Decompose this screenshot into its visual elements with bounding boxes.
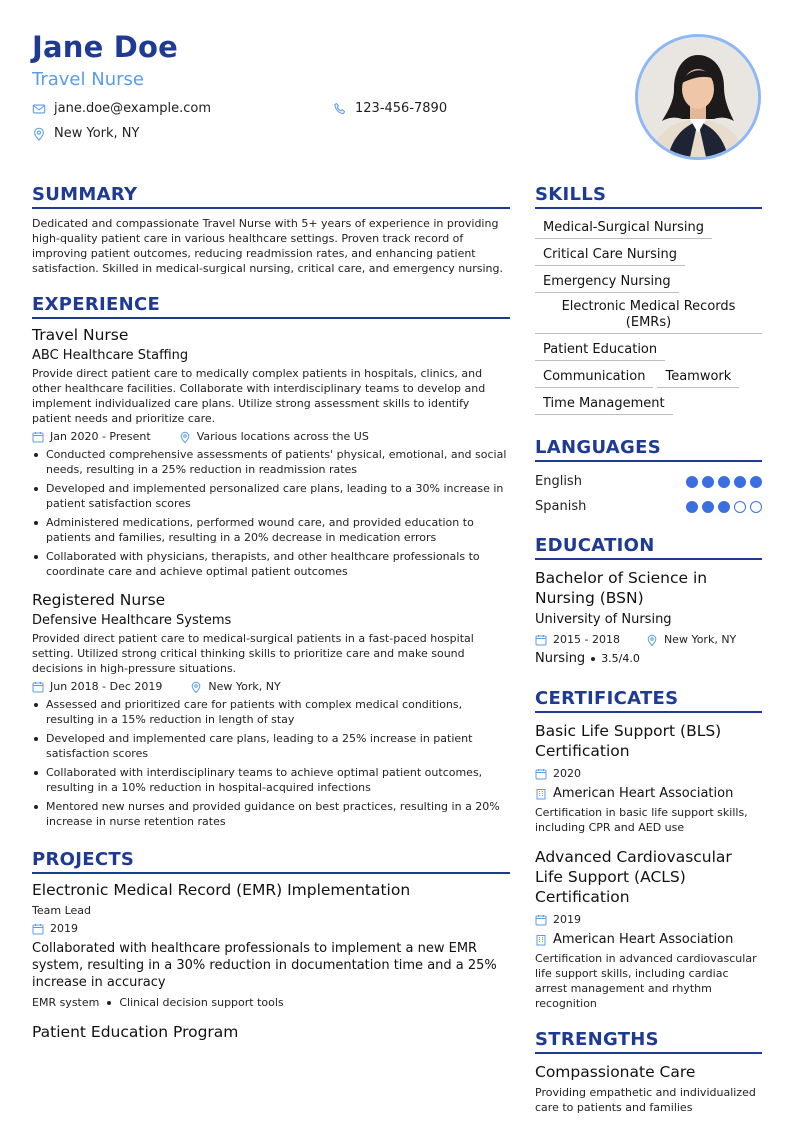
language-row — [535, 469, 762, 494]
project-tag: Clinical decision support tools — [119, 996, 284, 1009]
proficiency-dots — [686, 501, 762, 513]
certificate-year: 2019 — [553, 913, 581, 926]
skill-tag: Teamwork — [657, 367, 739, 388]
proficiency-dot-empty — [734, 501, 746, 513]
job-location: Various locations across the US — [196, 430, 369, 443]
certificate-year-row — [535, 913, 762, 926]
education-dates: 2015 - 2018 — [553, 633, 620, 646]
contact-phone[interactable] — [333, 101, 447, 116]
project-title: Patient Education Program — [32, 1023, 239, 1041]
location-pin-icon — [32, 127, 46, 141]
job-meta — [32, 430, 510, 443]
language-row — [535, 494, 762, 519]
gpa: 3.5/4.0 — [601, 652, 640, 665]
location-pin-icon — [179, 431, 191, 443]
skill-tag: Time Management — [535, 394, 673, 415]
certificate-description: Certification in advanced cardiovascular life support skills, including cardiac arrest management and rhythm recognition — [535, 952, 757, 1010]
skills-list — [535, 216, 762, 419]
project-entry — [32, 881, 510, 1009]
education-location: New York, NY — [663, 633, 737, 646]
list-item: Administered medications, performed wound care, and provided education to patients and families, resulting in a 20% decrease in medication errors — [32, 515, 510, 545]
education-meta — [535, 633, 762, 646]
proficiency-dot-filled — [718, 501, 730, 513]
projects-heading: PROJECTS — [32, 849, 510, 874]
experience-heading: EXPERIENCE — [32, 294, 510, 319]
project-meta — [32, 922, 510, 935]
project-year: 2019 — [50, 922, 78, 935]
avatar-icon — [638, 37, 758, 157]
strength-description: Providing empathetic and individualized care to patients and families — [535, 1086, 756, 1114]
right-column — [535, 184, 762, 1115]
summary-heading: SUMMARY — [32, 184, 510, 209]
school-name: University of Nursing — [535, 612, 672, 627]
job-company: Defensive Healthcare Systems — [32, 613, 232, 628]
education-entry — [535, 568, 762, 666]
proficiency-dots — [686, 476, 762, 488]
experience-entry — [32, 326, 510, 579]
certificate-entry — [535, 721, 762, 835]
calendar-icon — [32, 681, 44, 693]
job-description: Provided direct patient care to medical-surgical patients in a fast-paced hospital setting. Utilized strong critical thinking skills to prioritize care and make sound decisions in high-pressure situations. — [32, 632, 474, 675]
project-tag: EMR system — [32, 996, 100, 1009]
list-item: Conducted comprehensive assessments of patients' physical, emotional, and social needs, resulting in a 25% reduction in readmission rates — [32, 447, 510, 477]
list-item: Mentored new nurses and provided guidance on best practices, resulting in a 20% increase in nurse retention rates — [32, 799, 510, 829]
skill-tag: Emergency Nursing — [535, 272, 679, 293]
phone-icon — [333, 102, 347, 116]
proficiency-dot-filled — [718, 476, 730, 488]
project-tags — [32, 996, 510, 1009]
project-role: Team Lead — [32, 904, 91, 917]
project-entry — [32, 1023, 510, 1041]
certificate-issuer-row — [535, 786, 762, 801]
separator-dot — [107, 1001, 111, 1005]
job-company: ABC Healthcare Staffing — [32, 348, 189, 363]
certificates-heading: CERTIFICATES — [535, 688, 762, 713]
proficiency-dot-filled — [686, 501, 698, 513]
location-pin-icon — [646, 634, 658, 646]
candidate-role: Travel Nurse — [32, 69, 144, 90]
list-item: Developed and implemented care plans, leading to a 25% increase in patient satisfaction scores — [32, 731, 510, 761]
building-icon — [535, 788, 547, 800]
left-column — [32, 184, 510, 1041]
proficiency-dot-filled — [686, 476, 698, 488]
job-title: Registered Nurse — [32, 591, 166, 609]
certificate-description: Certification in basic life support skills, including CPR and AED use — [535, 806, 748, 834]
location-text: New York, NY — [54, 126, 140, 141]
calendar-icon — [32, 923, 44, 935]
skill-tag: Medical-Surgical Nursing — [535, 218, 712, 239]
certificate-issuer-row — [535, 932, 762, 947]
languages-heading: LANGUAGES — [535, 437, 762, 462]
strengths-heading: STRENGTHS — [535, 1029, 762, 1054]
education-details — [535, 651, 762, 666]
job-location: New York, NY — [208, 680, 281, 693]
certificate-title: Advanced Cardiovascular Life Support (ACLS) Certification — [535, 848, 732, 906]
job-description: Provide direct patient care to medically complex patients in hospitals, clinics, and other healthcare facilities. Collaborate with interdisciplinary teams to develop and implement individualized care plans. Utilize strong assessment skills to identify patient needs and prioritize care. — [32, 367, 486, 425]
language-name: Spanish — [535, 499, 587, 514]
strength-entry — [535, 1062, 762, 1115]
proficiency-dot-filled — [750, 476, 762, 488]
calendar-icon — [32, 431, 44, 443]
proficiency-dot-filled — [734, 476, 746, 488]
project-description: Collaborated with healthcare professionals to implement a new EMR system, resulting in a 30% reduction in documentation time and a 25% increase in accuracy — [32, 941, 497, 990]
job-meta — [32, 680, 510, 693]
email-text: jane.doe@example.com — [54, 101, 212, 116]
proficiency-dot-filled — [702, 476, 714, 488]
profile-photo — [635, 34, 761, 160]
job-dates: Jun 2018 - Dec 2019 — [50, 680, 163, 693]
job-title: Travel Nurse — [32, 326, 129, 344]
certificate-entry — [535, 847, 762, 1011]
list-item: Developed and implemented personalized care plans, leading to a 30% increase in patient satisfaction scores — [32, 481, 510, 511]
skill-tag: Patient Education — [535, 340, 665, 361]
contact-email[interactable] — [32, 101, 211, 116]
skill-tag: Electronic Medical Records (EMRs) — [535, 297, 762, 334]
language-name: English — [535, 474, 582, 489]
proficiency-dot-empty — [750, 501, 762, 513]
experience-entry — [32, 591, 510, 829]
contact-location — [32, 126, 139, 141]
phone-text: 123-456-7890 — [355, 101, 448, 116]
degree-title: Bachelor of Science in Nursing (BSN) — [535, 569, 708, 607]
project-title: Electronic Medical Record (EMR) Implementation — [32, 881, 411, 899]
email-icon — [32, 102, 46, 116]
certificate-year: 2020 — [553, 767, 581, 780]
job-achievements — [32, 697, 510, 829]
calendar-icon — [535, 768, 547, 780]
summary-text: Dedicated and compassionate Travel Nurse with 5+ years of experience in providing high-quality patient care in various healthcare settings. Proven track record of improving patient outcomes, reducing readmission rates, and enhancing patient satisfaction. Skilled in medical-surgical nursing, critical care, and emergency nursing. — [32, 217, 503, 275]
building-icon — [535, 934, 547, 946]
proficiency-dot-filled — [702, 501, 714, 513]
certificate-year-row — [535, 767, 762, 780]
separator-dot — [591, 657, 595, 661]
certificate-issuer: American Heart Association — [553, 786, 734, 801]
skill-tag: Communication — [535, 367, 653, 388]
candidate-name: Jane Doe — [32, 30, 179, 64]
list-item: Collaborated with interdisciplinary teams to achieve optimal patient outcomes, resulting in a 10% reduction in hospital-acquired infections — [32, 765, 510, 795]
list-item: Assessed and prioritized care for patients with complex medical conditions, resulting in a 15% reduction in length of stay — [32, 697, 510, 727]
calendar-icon — [535, 634, 547, 646]
list-item: Collaborated with physicians, therapists, and other healthcare professionals to coordinate care and achieve optimal patient outcomes — [32, 549, 510, 579]
job-dates: Jan 2020 - Present — [50, 430, 151, 443]
calendar-icon — [535, 914, 547, 926]
job-achievements — [32, 447, 510, 579]
location-pin-icon — [190, 681, 202, 693]
field-of-study: Nursing — [535, 651, 586, 666]
skills-heading: SKILLS — [535, 184, 762, 209]
certificate-issuer: American Heart Association — [553, 932, 734, 947]
certificate-title: Basic Life Support (BLS) Certification — [535, 722, 722, 760]
strength-title: Compassionate Care — [535, 1063, 696, 1081]
education-heading: EDUCATION — [535, 535, 762, 560]
skill-tag: Critical Care Nursing — [535, 245, 685, 266]
